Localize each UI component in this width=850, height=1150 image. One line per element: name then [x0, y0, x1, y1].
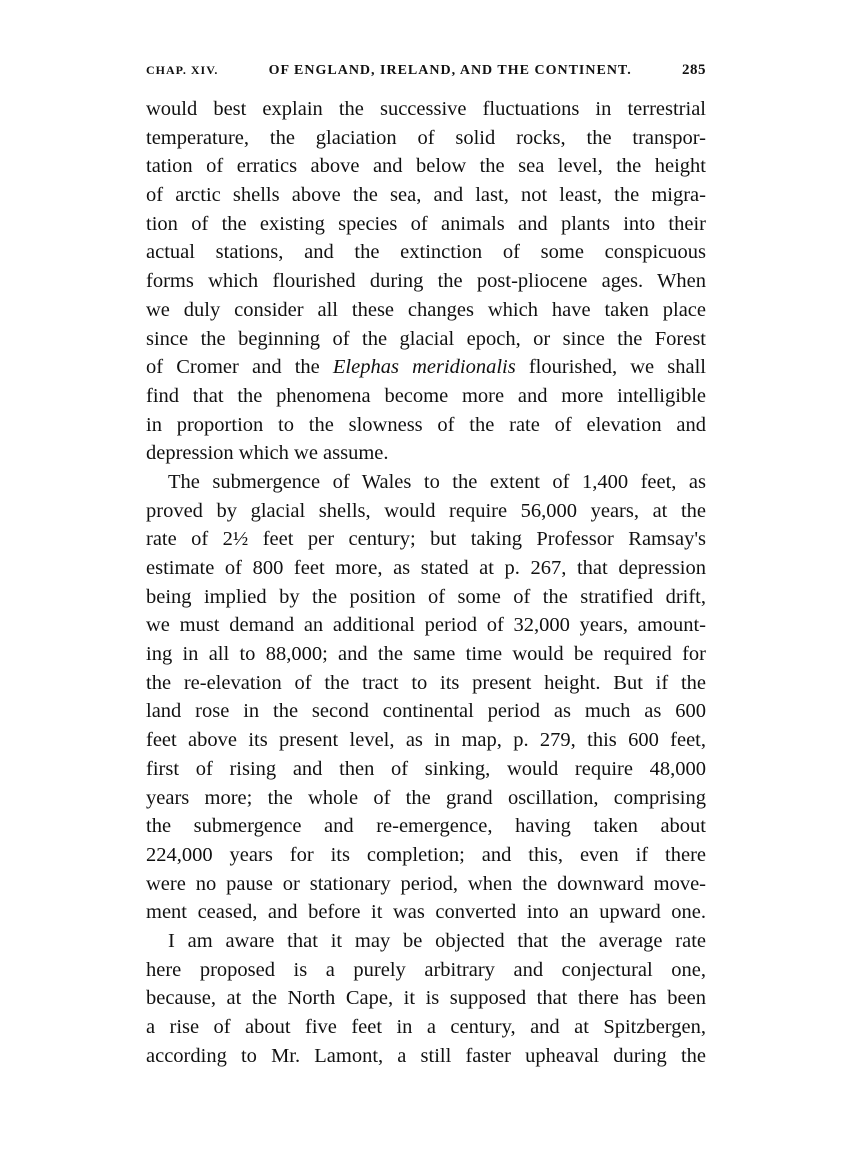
text-line: being implied by the position of some of the stratified drift,	[146, 585, 706, 608]
text-line: The submergence of Wales to the extent of 1,400 feet, as	[168, 470, 706, 493]
text-line: according to Mr. Lamont, a still faster upheaval during the	[146, 1044, 706, 1067]
text-line: forms which flourished during the post-pliocene ages. When	[146, 270, 706, 293]
text-line: were no pause or stationary period, when the downward move-	[146, 872, 706, 895]
text-line: a rise of about five feet in a century, and at Spitzbergen,	[146, 1016, 706, 1038]
text-line: temperature, the glaciation of solid rocks, the transpor-	[146, 126, 706, 149]
text-line: ment ceased, and before it was converted into an upward one.	[146, 901, 706, 924]
running-head	[146, 62, 706, 86]
species-name: Elephas meridionalis	[332, 356, 516, 379]
text-line: since the beginning of the glacial epoch, or since the Forest	[146, 327, 706, 350]
text-line: I am aware that it may be objected that the average rate	[168, 929, 706, 952]
text-line: tion of the existing species of animals and plants into their	[146, 212, 706, 235]
text-line: depression which we assume.	[146, 442, 389, 465]
chapter-label: CHAP. XIV.	[146, 63, 219, 77]
text-line: here proposed is a purely arbitrary and conjectural one,	[146, 958, 706, 981]
text-line: of Cromer and the Elephas meridionalis flourished, we shall	[146, 356, 706, 379]
text-line: find that the phenomena become more and more intelligible	[146, 384, 706, 407]
text-line: would best explain the successive fluctuations in terrestrial	[146, 98, 706, 120]
body-text	[146, 95, 706, 1070]
text-line: the submergence and re-emergence, having taken about	[146, 815, 706, 838]
text-line: proved by glacial shells, would require 56,000 years, at the	[146, 499, 706, 522]
text-line: 224,000 years for its completion; and this, even if there	[146, 843, 706, 866]
text-line: years more; the whole of the grand oscillation, comprising	[146, 786, 706, 809]
text-line: the re-elevation of the tract to its present height. But if the	[146, 671, 706, 694]
running-title: OF ENGLAND, IRELAND, AND THE CONTINENT.	[268, 63, 632, 78]
paragraph	[146, 927, 706, 1070]
text-line: we duly consider all these changes which have taken place	[146, 298, 706, 321]
text-line: of arctic shells above the sea, and last, not least, the migra-	[146, 184, 706, 207]
text-line: we must demand an additional period of 32,000 years, amount-	[146, 614, 706, 637]
text-line: ing in all to 88,000; and the same time would be required for	[146, 643, 706, 666]
text-line: tation of erratics above and below the sea level, the height	[146, 155, 706, 178]
text-line: in proportion to the slowness of the rate of elevation and	[146, 413, 706, 436]
paragraph	[146, 95, 706, 468]
text-line: feet above its present level, as in map, p. 279, this 600 feet,	[146, 729, 706, 752]
text-line: rate of 2½ feet per century; but taking Professor Ramsay's	[146, 528, 706, 551]
text-line: because, at the North Cape, it is supposed that there has been	[146, 987, 706, 1010]
text-line: first of rising and then of sinking, would require 48,000	[146, 757, 706, 780]
text-line: estimate of 800 feet more, as stated at p. 267, that depression	[146, 557, 706, 579]
text-line: actual stations, and the extinction of some conspicuous	[146, 241, 706, 264]
page-number: 285	[681, 62, 706, 78]
text-line: land rose in the second continental period as much as 600	[146, 700, 706, 723]
paragraph	[146, 468, 706, 927]
